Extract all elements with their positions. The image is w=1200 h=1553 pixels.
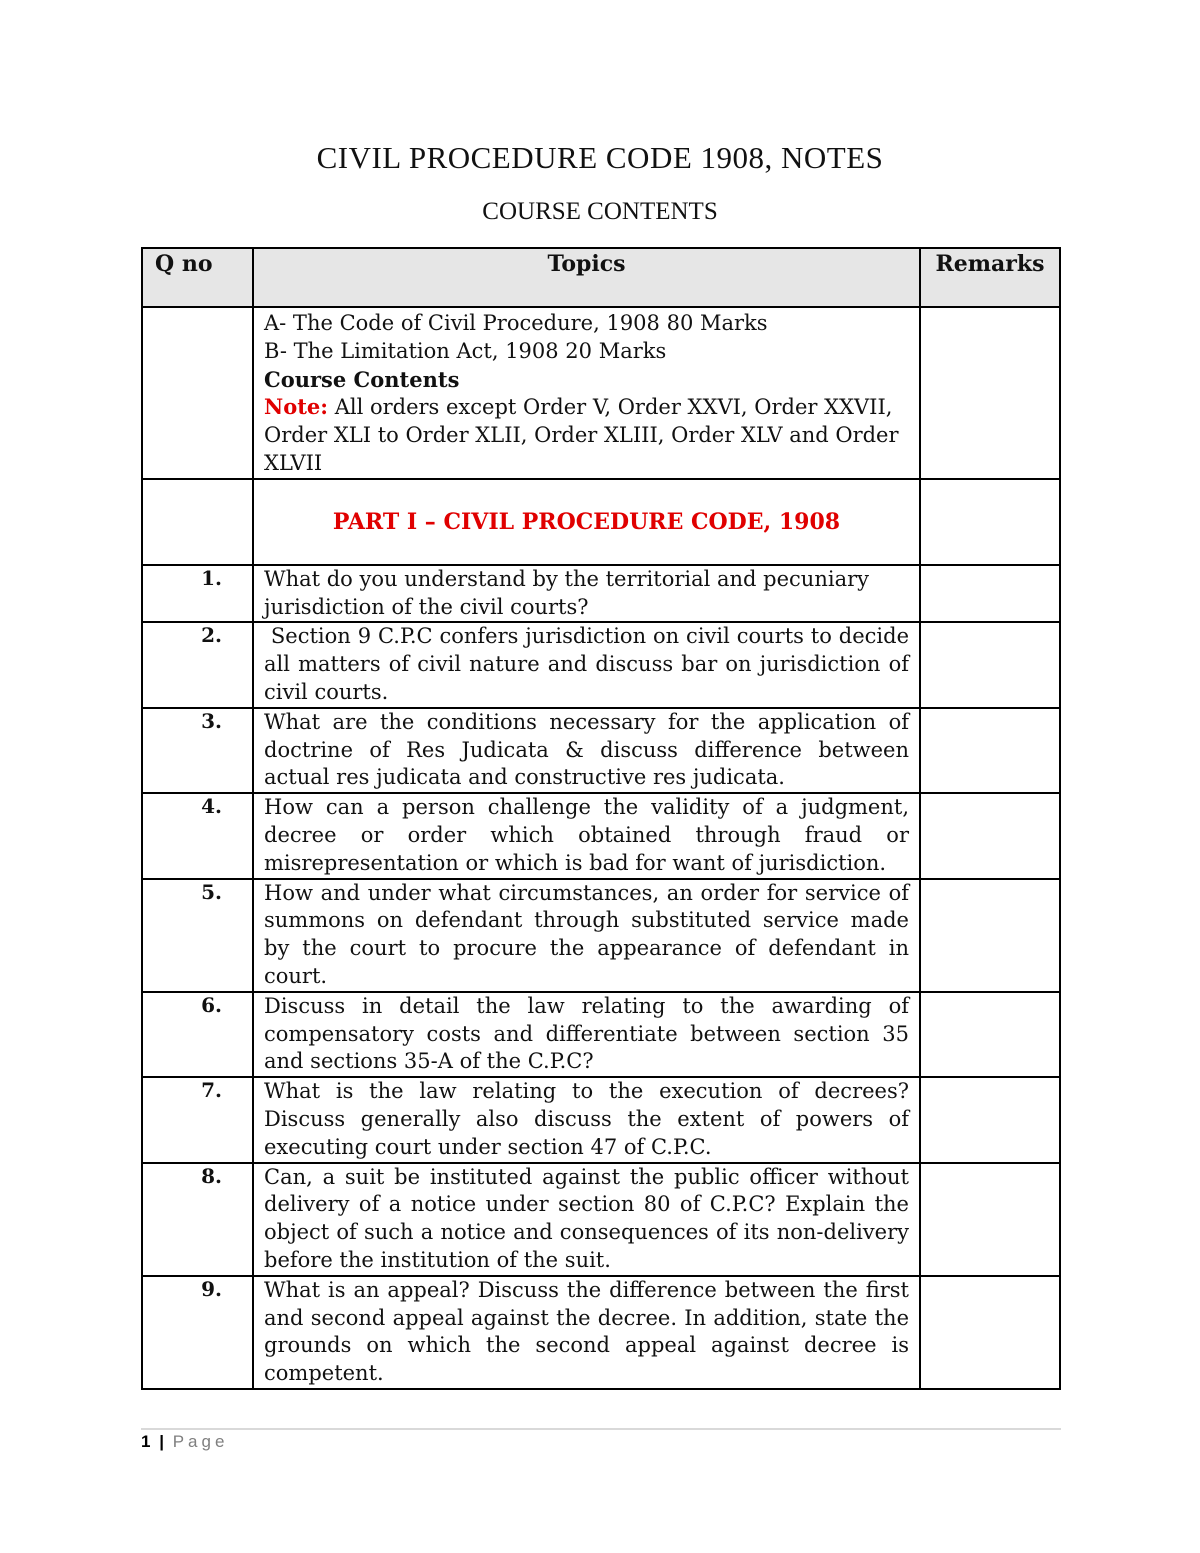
question-topic: What is an appeal? Discuss the difference between the first and second appeal against the decree. In addition, state the grounds on which the second appeal against decree is competent. <box>253 1276 920 1389</box>
part-heading-row <box>142 479 1060 565</box>
question-remarks <box>920 565 1060 623</box>
marks-line-b: B- The Limitation Act, 1908 20 Marks <box>264 338 667 363</box>
question-number: 7. <box>142 1077 253 1162</box>
question-number: 8. <box>142 1163 253 1276</box>
table-row <box>142 879 1060 992</box>
course-contents-table <box>141 247 1061 1390</box>
header-qno: Q no <box>142 248 253 307</box>
question-remarks <box>920 1163 1060 1276</box>
course-contents-label: Course Contents <box>264 366 460 392</box>
question-topic: What are the conditions necessary for the application of doctrine of Res Judicata & discuss difference between actual res judicata and constructive res judicata. <box>253 708 920 793</box>
question-number: 2. <box>142 622 253 707</box>
page-word: Page <box>172 1432 229 1451</box>
marks-line-a: A- The Code of Civil Procedure, 1908 80 Marks <box>264 311 768 335</box>
question-remarks <box>920 1276 1060 1389</box>
table-header-row <box>142 248 1060 307</box>
table-row <box>142 1276 1060 1389</box>
question-topic: Can, a suit be instituted against the public officer without delivery of a notice under section 80 of C.P.C? Explain the object of such a notice and consequences of its non-delivery before the institution of the suit. <box>253 1163 920 1276</box>
question-topic: How and under what circumstances, an order for service of summons on defendant through substituted service made by the court to procure the appearance of defendant in court. <box>253 879 920 992</box>
intro-topic-cell <box>253 307 920 479</box>
part-remarks-cell <box>920 479 1060 565</box>
question-number: 5. <box>142 879 253 992</box>
question-number: 6. <box>142 992 253 1077</box>
part-heading: PART I – CIVIL PROCEDURE CODE, 1908 <box>332 508 841 535</box>
question-topic: What is the law relating to the execution of decrees? Discuss generally also discuss the extent of powers of executing court under section 47 of C.P.C. <box>253 1077 920 1162</box>
footer-separator: | <box>159 1432 164 1451</box>
table-row <box>142 1077 1060 1162</box>
table-row <box>142 565 1060 623</box>
page-subtitle: COURSE CONTENTS <box>482 198 718 225</box>
note-paragraph <box>264 393 909 477</box>
question-remarks <box>920 793 1060 878</box>
page-number: 1 <box>141 1432 151 1451</box>
question-topic: Section 9 C.P.C confers jurisdiction on civil courts to decide all matters of civil nature and discuss bar on jurisdiction of civil courts. <box>253 622 920 707</box>
question-remarks <box>920 879 1060 992</box>
table-row <box>142 992 1060 1077</box>
part-qno-cell <box>142 479 253 565</box>
question-topic: Discuss in detail the law relating to the awarding of compensatory costs and differentiate between section 35 and sections 35-A of the C.P.C? <box>253 992 920 1077</box>
table-row <box>142 1163 1060 1276</box>
header-remarks: Remarks <box>920 248 1060 307</box>
question-topic: How can a person challenge the validity of a judgment, decree or order which obtained through fraud or misrepresentation or which is bad for want of jurisdiction. <box>253 793 920 878</box>
intro-remarks-cell <box>920 307 1060 479</box>
intro-qno-cell <box>142 307 253 479</box>
table-row <box>142 793 1060 878</box>
page-footer <box>141 1432 228 1452</box>
question-number: 3. <box>142 708 253 793</box>
part-heading-cell <box>253 479 920 565</box>
question-number: 4. <box>142 793 253 878</box>
question-remarks <box>920 992 1060 1077</box>
question-topic: What do you understand by the territorial and pecuniary jurisdiction of the civil courts? <box>253 565 920 623</box>
table-row <box>142 622 1060 707</box>
table-row <box>142 708 1060 793</box>
question-number: 9. <box>142 1276 253 1389</box>
question-remarks <box>920 1077 1060 1162</box>
header-topics: Topics <box>253 248 920 307</box>
question-number: 1. <box>142 565 253 623</box>
page-title: CIVIL PROCEDURE CODE 1908, NOTES <box>316 140 884 175</box>
intro-row <box>142 307 1060 479</box>
question-remarks <box>920 708 1060 793</box>
note-label: Note: <box>264 394 329 420</box>
note-text: All orders except Order V, Order XXVI, Order XXVII, Order XLI to Order XLII, Order XLIII, Order XLV and Order XLVII <box>264 395 899 475</box>
question-remarks <box>920 622 1060 707</box>
footer-divider <box>141 1428 1061 1430</box>
